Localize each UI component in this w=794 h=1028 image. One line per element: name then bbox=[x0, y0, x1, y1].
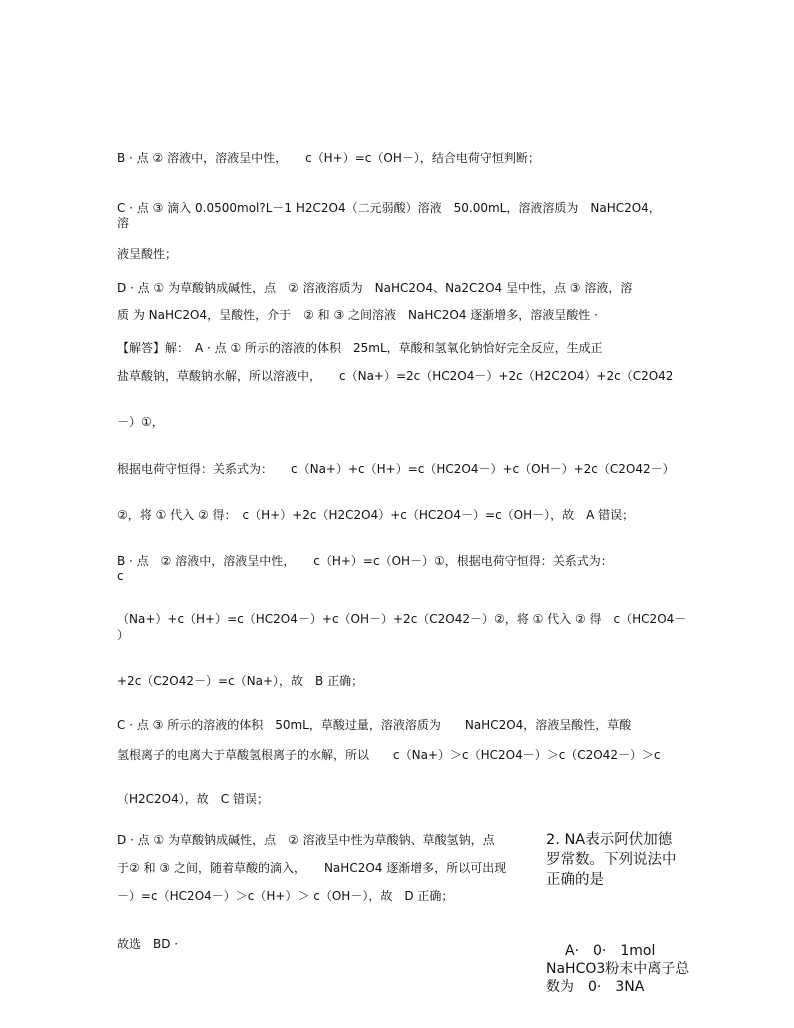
text-line: ②，将 ① 代入 ② 得： c（H+）+2c（H2C2O4）+c（HC2O4－）=c（OH－），故 A 错误； bbox=[117, 508, 635, 522]
text-line: 氢根离子的电离大于草酸氢根离子的水解，所以 c（Na+）＞c（HC2O4－）＞c（C2O42－）＞c bbox=[117, 748, 661, 762]
text-line: －）=c（HC2O4－）＞c（H+）＞ c（OH－），故 D 正确； bbox=[117, 889, 454, 903]
question-line: 罗常数。下列说法中 bbox=[546, 852, 677, 868]
choice-line: A· 0· 1mol bbox=[565, 943, 656, 959]
text-line: C · 点 ③ 所示的溶液的体积 50mL，草酸过量，溶液溶质为 NaHC2O4，溶液呈酸性，草酸 bbox=[117, 718, 632, 732]
text-line: 故选 BD · bbox=[117, 937, 179, 951]
choice-line: 数为 0· 3NA bbox=[546, 979, 645, 995]
text-line: （H2C2O4），故 C 错误； bbox=[117, 792, 269, 806]
text-line: （Na+）+c（H+）=c（HC2O4－）+c（OH－）+2c（C2O42－）②，将 ① 代入 ② 得 c（HC2O4－ bbox=[117, 612, 687, 626]
text-line: c bbox=[117, 569, 124, 583]
text-line: C · 点 ③ 滴入 0.0500mol?L－1 H2C2O4（二元弱酸）溶液 50.00mL，溶液溶质为 NaHC2O4， bbox=[117, 201, 661, 215]
text-line: 根据电荷守恒得：关系式为： c（Na+）+c（H+）=c（HC2O4－）+c（OH－）+2c（C2O42－） bbox=[117, 462, 675, 476]
text-line: +2c（C2O42－）=c（Na+），故 B 正确； bbox=[117, 674, 364, 688]
question-line: 2. NA表示阿伏加德 bbox=[546, 832, 673, 848]
text-line: 盐草酸钠，草酸钠水解，所以溶液中， c（Na+）=2c（HC2O4－）+2c（H2C2O4）+2c（C2O42 bbox=[117, 369, 674, 383]
question-line: 正确的是 bbox=[546, 872, 604, 888]
text-line: B · 点 ② 溶液中，溶液呈中性， c（H+）=c（OH－）①，根据电荷守恒得：关系式为： bbox=[117, 554, 613, 568]
text-line: 【解答】解： A · 点 ① 所示的溶液的体积 25mL，草酸和氢氧化钠恰好完全反应，生成正 bbox=[117, 341, 603, 355]
text-line: 溶 bbox=[117, 216, 130, 230]
text-line: －）①， bbox=[117, 415, 164, 429]
text-line: 于② 和 ③ 之间，随着草酸的滴入， NaHC2O4 逐渐增多，所以可出现 bbox=[117, 861, 507, 875]
text-line: 质 为 NaHC2O4，呈酸性，介于 ② 和 ③ 之间溶液 NaHC2O4 逐渐增多，溶液呈酸性 · bbox=[117, 308, 598, 322]
text-line: ） bbox=[117, 628, 130, 642]
text-line: B · 点 ② 溶液中，溶液呈中性， c（H+）=c（OH－），结合电荷守恒判断； bbox=[117, 151, 540, 165]
text-line: D · 点 ① 为草酸钠成碱性，点 ② 溶液呈中性为草酸钠、草酸氢钠，点 bbox=[117, 833, 495, 847]
choice-line: NaHCO3粉末中离子总 bbox=[546, 961, 690, 977]
text-line: 液呈酸性； bbox=[117, 247, 178, 261]
text-line: D · 点 ① 为草酸钠成碱性，点 ② 溶液溶质为 NaHC2O4、Na2C2O4 呈中性，点 ③ 溶液，溶 bbox=[117, 281, 633, 295]
